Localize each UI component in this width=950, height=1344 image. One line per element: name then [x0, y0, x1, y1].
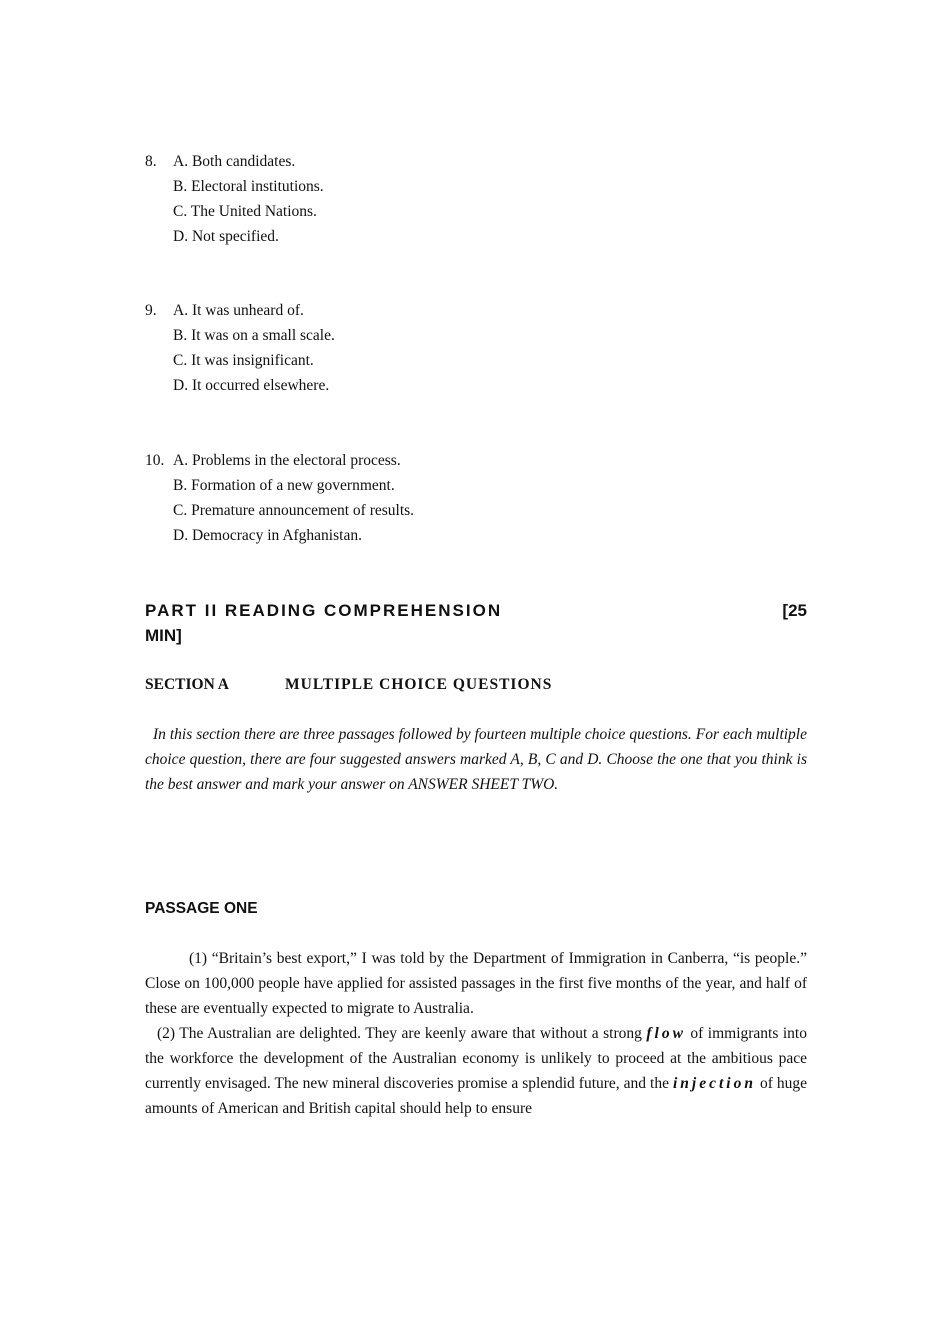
paragraph-2 [145, 1021, 807, 1121]
option-b: B. Electoral institutions. [173, 178, 324, 195]
part-title: PART II READING COMPREHENSION [145, 601, 503, 620]
question-number: 10. [145, 452, 165, 469]
question-number: 8. [145, 153, 157, 170]
paragraph-2-text: of huge amounts of American and British capital should help to ensure [145, 1075, 807, 1117]
part-time-open: [25 [782, 601, 807, 620]
option-a: A. It was unheard of. [173, 302, 304, 319]
part-heading [145, 598, 807, 645]
option-d: D. It occurred elsewhere. [173, 377, 330, 394]
option-c: C. The United Nations. [173, 203, 317, 220]
option-d: D. Not specified. [173, 228, 279, 245]
passage-body [145, 946, 807, 1121]
question-number: 9. [145, 302, 157, 319]
option-a: A. Both candidates. [173, 153, 296, 170]
option-d: D. Democracy in Afghanistan. [173, 527, 362, 544]
option-c: C. It was insignificant. [173, 352, 314, 369]
section-heading [145, 674, 552, 696]
instructions: In this section there are three passages followed by fourteen multiple choice questions. For each multiple choice question, there are four suggested answers marked A, B, C and D. Choose the one that you think is the best answer and mark your answer on ANSWER SHEET TWO. [145, 726, 807, 793]
section-label: SECTION A [145, 676, 229, 693]
emphasis-flow: flow [646, 1025, 686, 1042]
section-title: MULTIPLE CHOICE QUESTIONS [285, 676, 553, 693]
paragraph-2-text: of immigrants into the workforce the development of the Australian economy is unlikely to proceed at the ambitious pace currently envisaged. The new mineral discoveries promise a splendid future, and the [145, 1025, 807, 1092]
paragraph-2-text: (2) The Australian are delighted. They are keenly aware that without a strong [157, 1025, 647, 1042]
paragraph-1: (1) “Britain’s best export,” I was told by the Department of Immigration in Canberra, “is people.” Close on 100,000 people have applied for assisted passages in the first five months of the year, and half of these are eventually expected to migrate to Australia. [145, 950, 807, 1017]
emphasis-injection: injection [672, 1075, 756, 1092]
option-a: A. Problems in the electoral process. [173, 452, 401, 469]
part-time-close: MIN] [145, 626, 182, 645]
passage-title: PASSAGE ONE [145, 900, 258, 917]
option-b: B. Formation of a new government. [173, 477, 395, 494]
option-c: C. Premature announcement of results. [173, 502, 415, 519]
option-b: B. It was on a small scale. [173, 327, 335, 344]
